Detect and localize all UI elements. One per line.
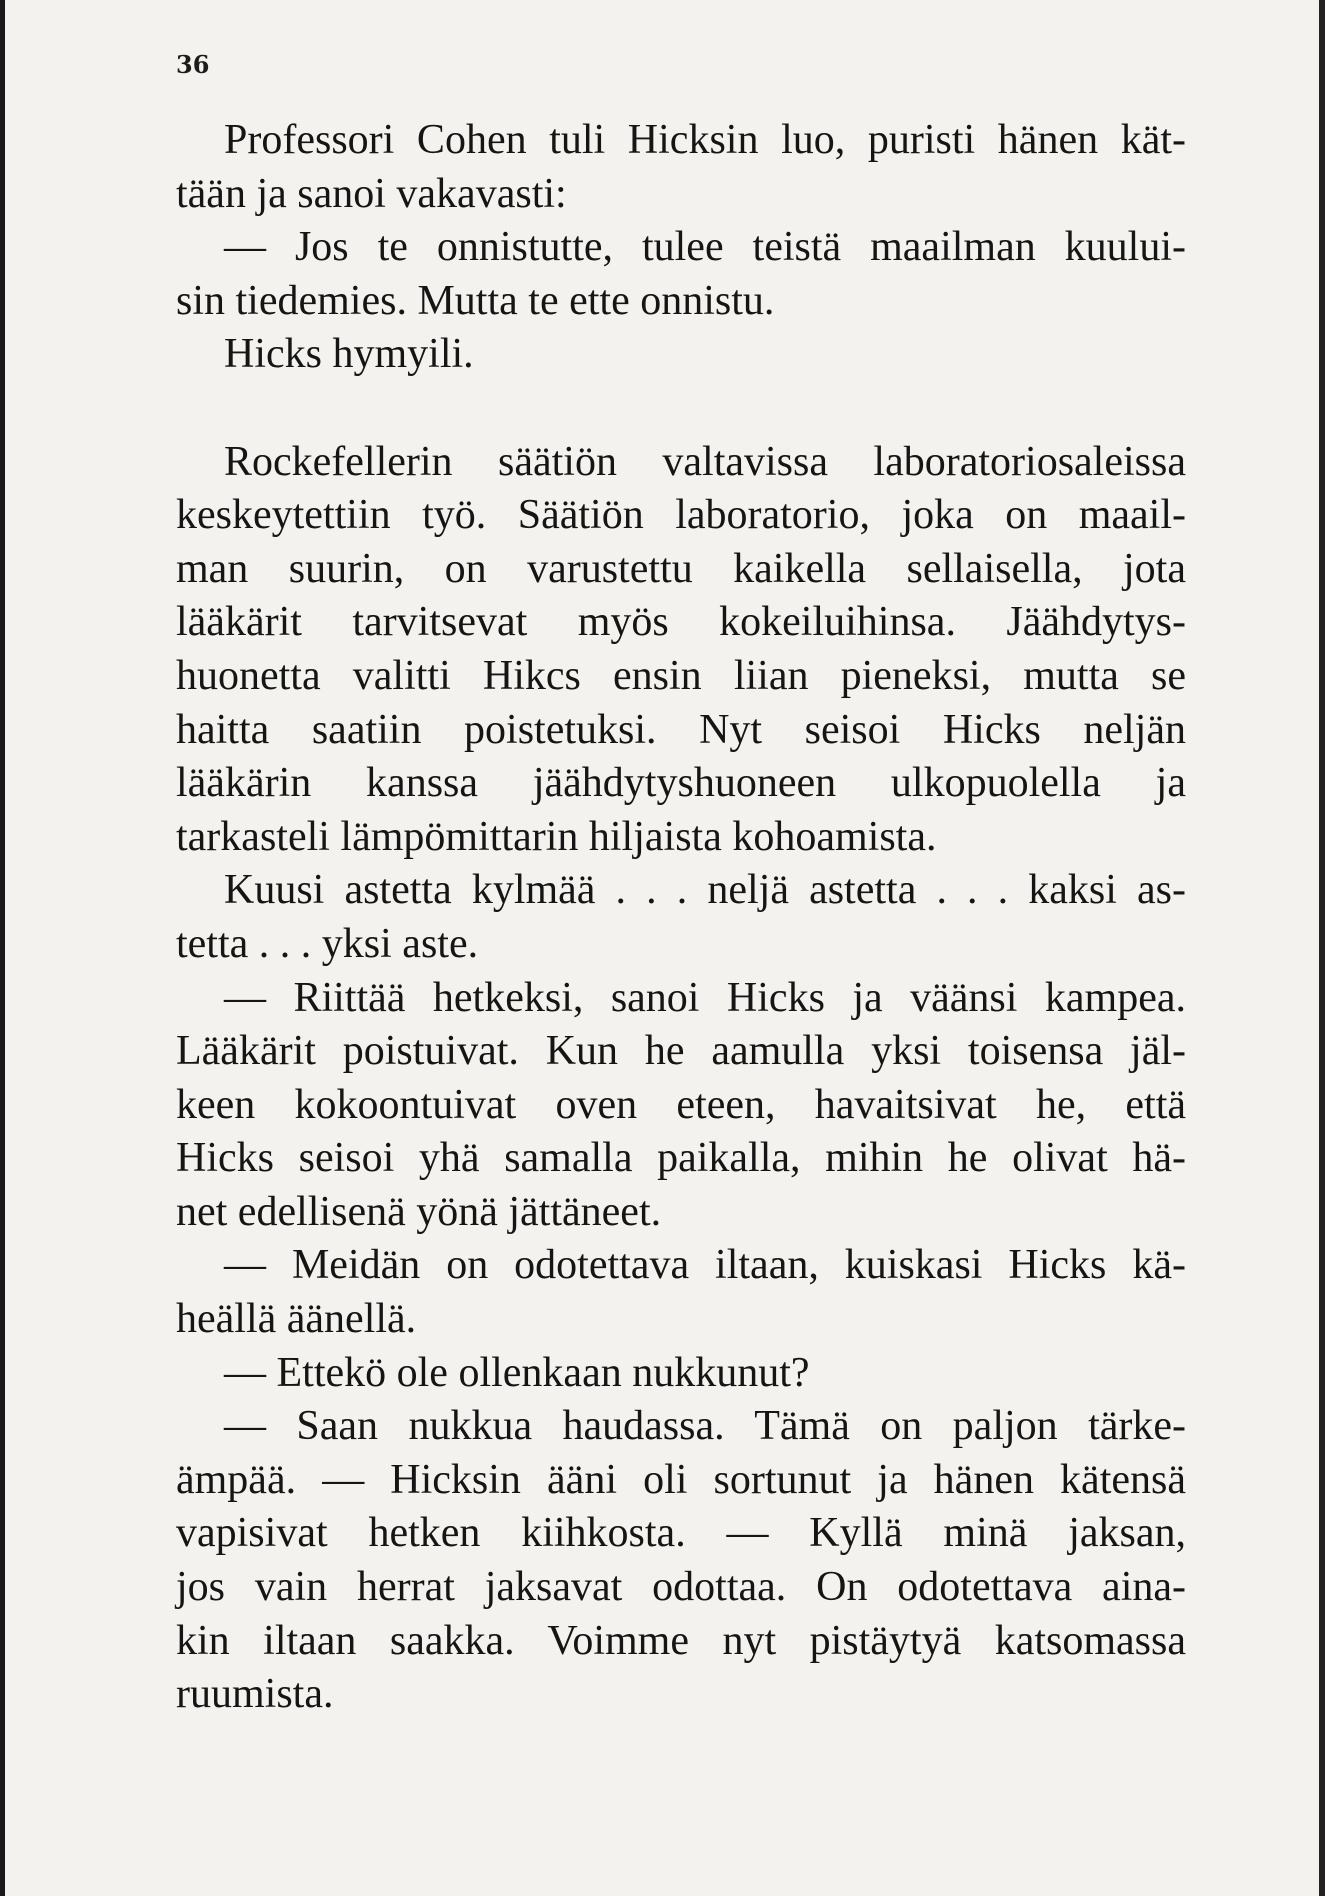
text-line: heällä äänellä. [176,1296,417,1343]
page-edge-right [1319,0,1325,1896]
text-line: Kuusi astetta kylmää . . . neljä astetta . . . kaksi as- [224,867,1186,914]
text-line: — Riittää hetkeksi, sanoi Hicks ja väänsi kampea. [224,974,1186,1021]
text-line: lääkärit tarvitsevat myös kokeiluihinsa. Jäähdytys- [176,599,1186,646]
text-line: man suurin, on varustettu kaikella sellaisella, jota [176,545,1186,592]
text-line: keen kokoontuivat oven eteen, havaitsivat he, että [176,1081,1186,1128]
text-line: — Meidän on odotettava iltaan, kuiskasi Hicks kä- [224,1242,1186,1289]
text-line: Hicks seisoi yhä samalla paikalla, mihin he olivat hä- [176,1135,1186,1182]
text-line: Lääkärit poistuivat. Kun he aamulla yksi toisensa jäl- [176,1028,1186,1075]
text-line: sin tiedemies. Mutta te ette onnistu. [176,277,775,324]
text-line: vapisivat hetken kiihkosta. — Kyllä minä jaksan, [176,1510,1186,1557]
text-line: ruumista. [176,1671,334,1718]
text-line: Hicks hymyili. [224,331,474,378]
text-line: ämpää. — Hicksin ääni oli sortunut ja hänen kätensä [176,1456,1186,1503]
text-line: keskeytettiin työ. Säätiön laboratorio, joka on maail- [176,492,1186,539]
text-line: huonetta valitti Hikcs ensin liian pieneksi, mutta se [176,652,1186,699]
text-line: Rockefellerin säätiön valtavissa laboratoriosaleissa [224,438,1186,485]
text-line: net edellisenä yönä jättäneet. [176,1188,662,1235]
text-line: lääkärin kanssa jäähdytyshuoneen ulkopuolella ja [176,760,1186,807]
text-line: tään ja sanoi vakavasti: [176,170,567,217]
section-break [176,382,1186,436]
text-line: tarkasteli lämpömittarin hiljaista kohoamista. [176,813,937,860]
text-line: haitta saatiin poistetuksi. Nyt seisoi Hicks neljän [176,706,1186,753]
text-line: Professori Cohen tuli Hicksin luo, puristi hänen kät- [224,117,1186,163]
text-line: — Ettekö ole ollenkaan nukkunut? [224,1349,810,1396]
body-text [176,114,1186,1722]
page-number: 36 [176,50,210,79]
text-line: — Saan nukkua haudassa. Tämä on paljon tärke- [224,1403,1186,1450]
text-line: tetta . . . yksi aste. [176,920,479,967]
text-line: — Jos te onnistutte, tulee teistä maailman kuului- [224,224,1186,271]
text-line: kin iltaan saakka. Voimme nyt pistäytyä katsomassa [176,1617,1186,1664]
page-edge-left [0,0,5,1896]
text-line: jos vain herrat jaksavat odottaa. On odotettava aina- [176,1564,1186,1611]
